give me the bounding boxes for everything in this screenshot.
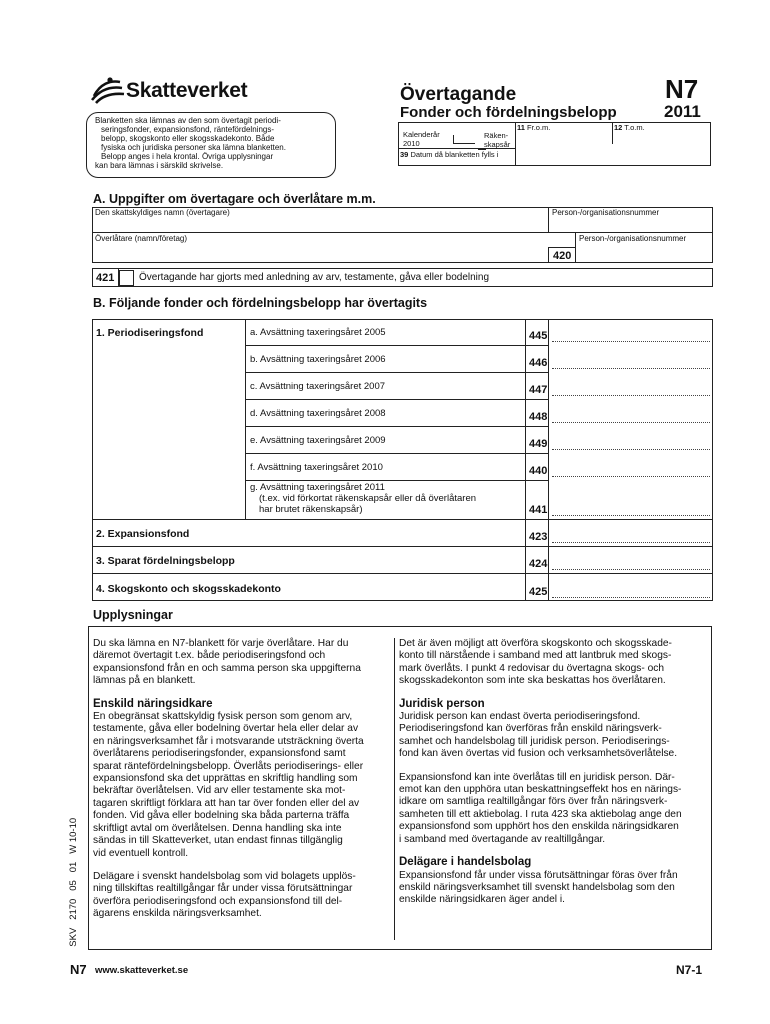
period-box — [398, 122, 711, 166]
amount-field-449[interactable] — [552, 428, 710, 452]
row-label-a: a. Avsättning taxeringsåret 2005 — [250, 327, 386, 338]
enskild-text-2: Delägare i svenskt handelsbolag som vid bolagets upplös- ning tillskiftas realtillgångar får under vissa förutsättningar överföra periodiseringsfond och expansionsfond till del- ägarens enskilda näringsverksamhet. — [93, 870, 356, 920]
section-a-heading: A. Uppgifter om övertagare och överlåtare m.m. — [93, 192, 376, 206]
amount-field-445[interactable] — [552, 320, 710, 344]
expansion-label: 2. Expansionsfond — [96, 528, 190, 540]
code-420: 420 — [553, 250, 572, 262]
footer-form-id: N7 — [70, 962, 87, 977]
code-423: 423 — [529, 531, 548, 543]
juridisk-text: Juridisk person kan endast överta periodiseringsfond. Periodiseringsfond kan överföras från enskild näringsverk- samhet och handelsbolag till juridisk person. Periodiserings- fond kan även övertas vid fusion och verksamhetsöverlåtelse. — [399, 711, 678, 760]
code-424: 424 — [529, 558, 548, 570]
code-425: 425 — [529, 586, 548, 598]
fiscal-year-label: Räken- skapsår — [484, 131, 511, 149]
intro-line: Belopp anges i hela krontal. Övriga upplysningar — [101, 152, 274, 161]
transferor-name-field[interactable]: Överlåtare (namn/företag) — [95, 234, 188, 243]
amount-field-446[interactable] — [552, 347, 710, 371]
fiscal-year-checkbox[interactable] — [478, 142, 486, 150]
row-label-b: b. Avsättning taxeringsåret 2006 — [250, 354, 386, 365]
amount-field-441[interactable] — [552, 482, 710, 518]
right-intro: Det är även möjligt att överföra skogskonto och skogsskade- konto till närstående i samband med att lantbruk med skogs- mark överlåts. I punkt 4 redovisar du övertagna skogs- och skogsskadekonton som inte ska beskattas hos överlåtaren. — [399, 638, 672, 687]
skatteverket-logo — [90, 76, 250, 106]
row-label-f: f. Avsättning taxeringsåret 2010 — [250, 462, 383, 473]
row-label-g: g. Avsättning taxeringsåret 2011 (t.ex. vid förkortat räkenskapsår eller då överlåtaren har brutet räkenskapsår) — [250, 482, 477, 515]
crown-logo-icon — [90, 76, 126, 104]
form-id: N7 — [665, 74, 699, 104]
delagare-text: Expansionsfond får under vissa förutsättningar föras över från enskild näringsverksamhet till svenskt handelsbolag som den enskilde näringsidkaren äger andel i. — [399, 869, 678, 906]
left-intro: Du ska lämna en N7-blankett för varje överlåtare. Har du däremot övertagit t.ex. både periodiseringsfond och expansionsfond från en och samma person ska uppgifterna lämnas på en blankett. — [93, 638, 361, 687]
form-subtitle: Fonder och fördelningsbelopp — [400, 104, 617, 121]
calendar-year-checkbox[interactable] — [453, 135, 475, 144]
intro-box — [86, 112, 336, 178]
intro-line: belopp, skogskonto eller skogsskadekonto. Både — [101, 134, 275, 143]
info-left-column — [93, 638, 391, 921]
code-440: 440 — [529, 465, 548, 477]
code-445: 445 — [529, 330, 548, 342]
sparat-label: 3. Sparat fördelningsbelopp — [96, 555, 235, 567]
footer-page-number: N7-1 — [676, 963, 703, 977]
delagare-heading: Delägare i handelsbolag — [399, 856, 532, 869]
amount-field-423[interactable] — [552, 521, 710, 545]
amount-field-424[interactable] — [552, 548, 710, 572]
from-date-field[interactable]: 11 Fr.o.m. — [517, 123, 551, 132]
intro-line: seringsfonder, expansionsfond, räntefördelnings- — [101, 125, 274, 134]
intro-line: fysiska och juridiska personer ska lämna blanketten. — [101, 143, 286, 152]
calendar-year-label: Kalenderår — [403, 130, 440, 139]
to-date-field[interactable]: 12 T.o.m. — [614, 123, 645, 132]
code-447: 447 — [529, 384, 548, 396]
amount-field-447[interactable] — [552, 374, 710, 398]
transferor-pnr-field[interactable]: Person-/organisationsnummer — [579, 234, 687, 243]
code-449: 449 — [529, 438, 548, 450]
side-form-code: SKV 2170 05 01 W 10-10 — [68, 817, 79, 947]
juridisk-heading: Juridisk person — [399, 697, 485, 710]
form-title: Övertagande — [400, 84, 517, 105]
section-b-heading: B. Följande fonder och fördelningsbelopp har övertagits — [93, 296, 428, 310]
periodisering-label: 1. Periodiseringsfond — [96, 327, 204, 339]
brand-name: Skatteverket — [126, 79, 248, 102]
inheritance-label: Övertagande har gjorts med anledning av arv, testamente, gåva eller bodelning — [139, 272, 490, 283]
skog-label: 4. Skogskonto och skogsskadekonto — [96, 583, 281, 595]
amount-field-425[interactable] — [552, 575, 710, 599]
enskild-heading: Enskild näringsidkare — [93, 697, 213, 710]
code-446: 446 — [529, 357, 548, 369]
intro-line: kan bara lämnas i särskild skrivelse. — [95, 161, 224, 170]
row-label-e: e. Avsättning taxeringsåret 2009 — [250, 435, 386, 446]
code-421: 421 — [96, 272, 115, 284]
info-right-column — [399, 638, 709, 907]
amount-field-448[interactable] — [552, 401, 710, 425]
footer-website-link[interactable]: www.skatteverket.se — [95, 965, 189, 976]
intro-line: Blanketten ska lämnas av den som övertagit periodi- — [95, 116, 281, 125]
code-448: 448 — [529, 411, 548, 423]
date-field-label[interactable]: 39 Datum då blanketten fylls i — [400, 150, 499, 159]
info-heading: Upplysningar — [93, 608, 173, 622]
enskild-text: En obegränsat skattskyldig fysisk person som genom arv, testamente, gåva eller bodelning övertar hela eller delar av en näringsverksamhet får i motsvarande utsträckning överta överlåtarens periodiseringsfonder, expansionsfond samt sparat räntefördelningsbelopp. Överlåts periodiserings- eller expansionsfond ska det upprättas en skriftlig handling som bekräftar överlåtelsen. Vid arv eller testamente ska mot- tagaren skriftligt förklara att han tar över fonden eller del av fonden. Vid gåva eller bodelning ska båda parterna träffa skriftligt avtal om överlåtelsen. Denna handling ska inte sändas in till Skatteverket, utan endast finnas tillgänglig vid eventuell kontroll. — [93, 711, 364, 859]
taxpayer-name-field[interactable]: Den skattskyldiges namn (övertagare) — [95, 208, 230, 217]
taxpayer-pnr-field[interactable]: Person-/organisationsnummer — [552, 208, 660, 217]
inheritance-checkbox[interactable] — [119, 270, 134, 286]
row-label-c: c. Avsättning taxeringsåret 2007 — [250, 381, 386, 392]
juridisk-text-2: Expansionsfond kan inte överlåtas till en juridisk person. Där- emot kan den upphöra utan beskattningseffekt hos en närings- idkare om samtliga realtillgångar förs över från näringsverk- samheten till ett aktiebolag. I ruta 423 ska aktiebolag ange den expansionsfond som upphört hos den enskilda näringsidkaren i samband med övertagande av realtillgångar. — [399, 771, 682, 845]
amount-field-440[interactable] — [552, 455, 710, 479]
form-year: 2011 — [664, 102, 701, 121]
calendar-year-value: 2010 — [403, 139, 420, 148]
row-label-d: d. Avsättning taxeringsåret 2008 — [250, 408, 386, 419]
code-441: 441 — [529, 504, 548, 516]
